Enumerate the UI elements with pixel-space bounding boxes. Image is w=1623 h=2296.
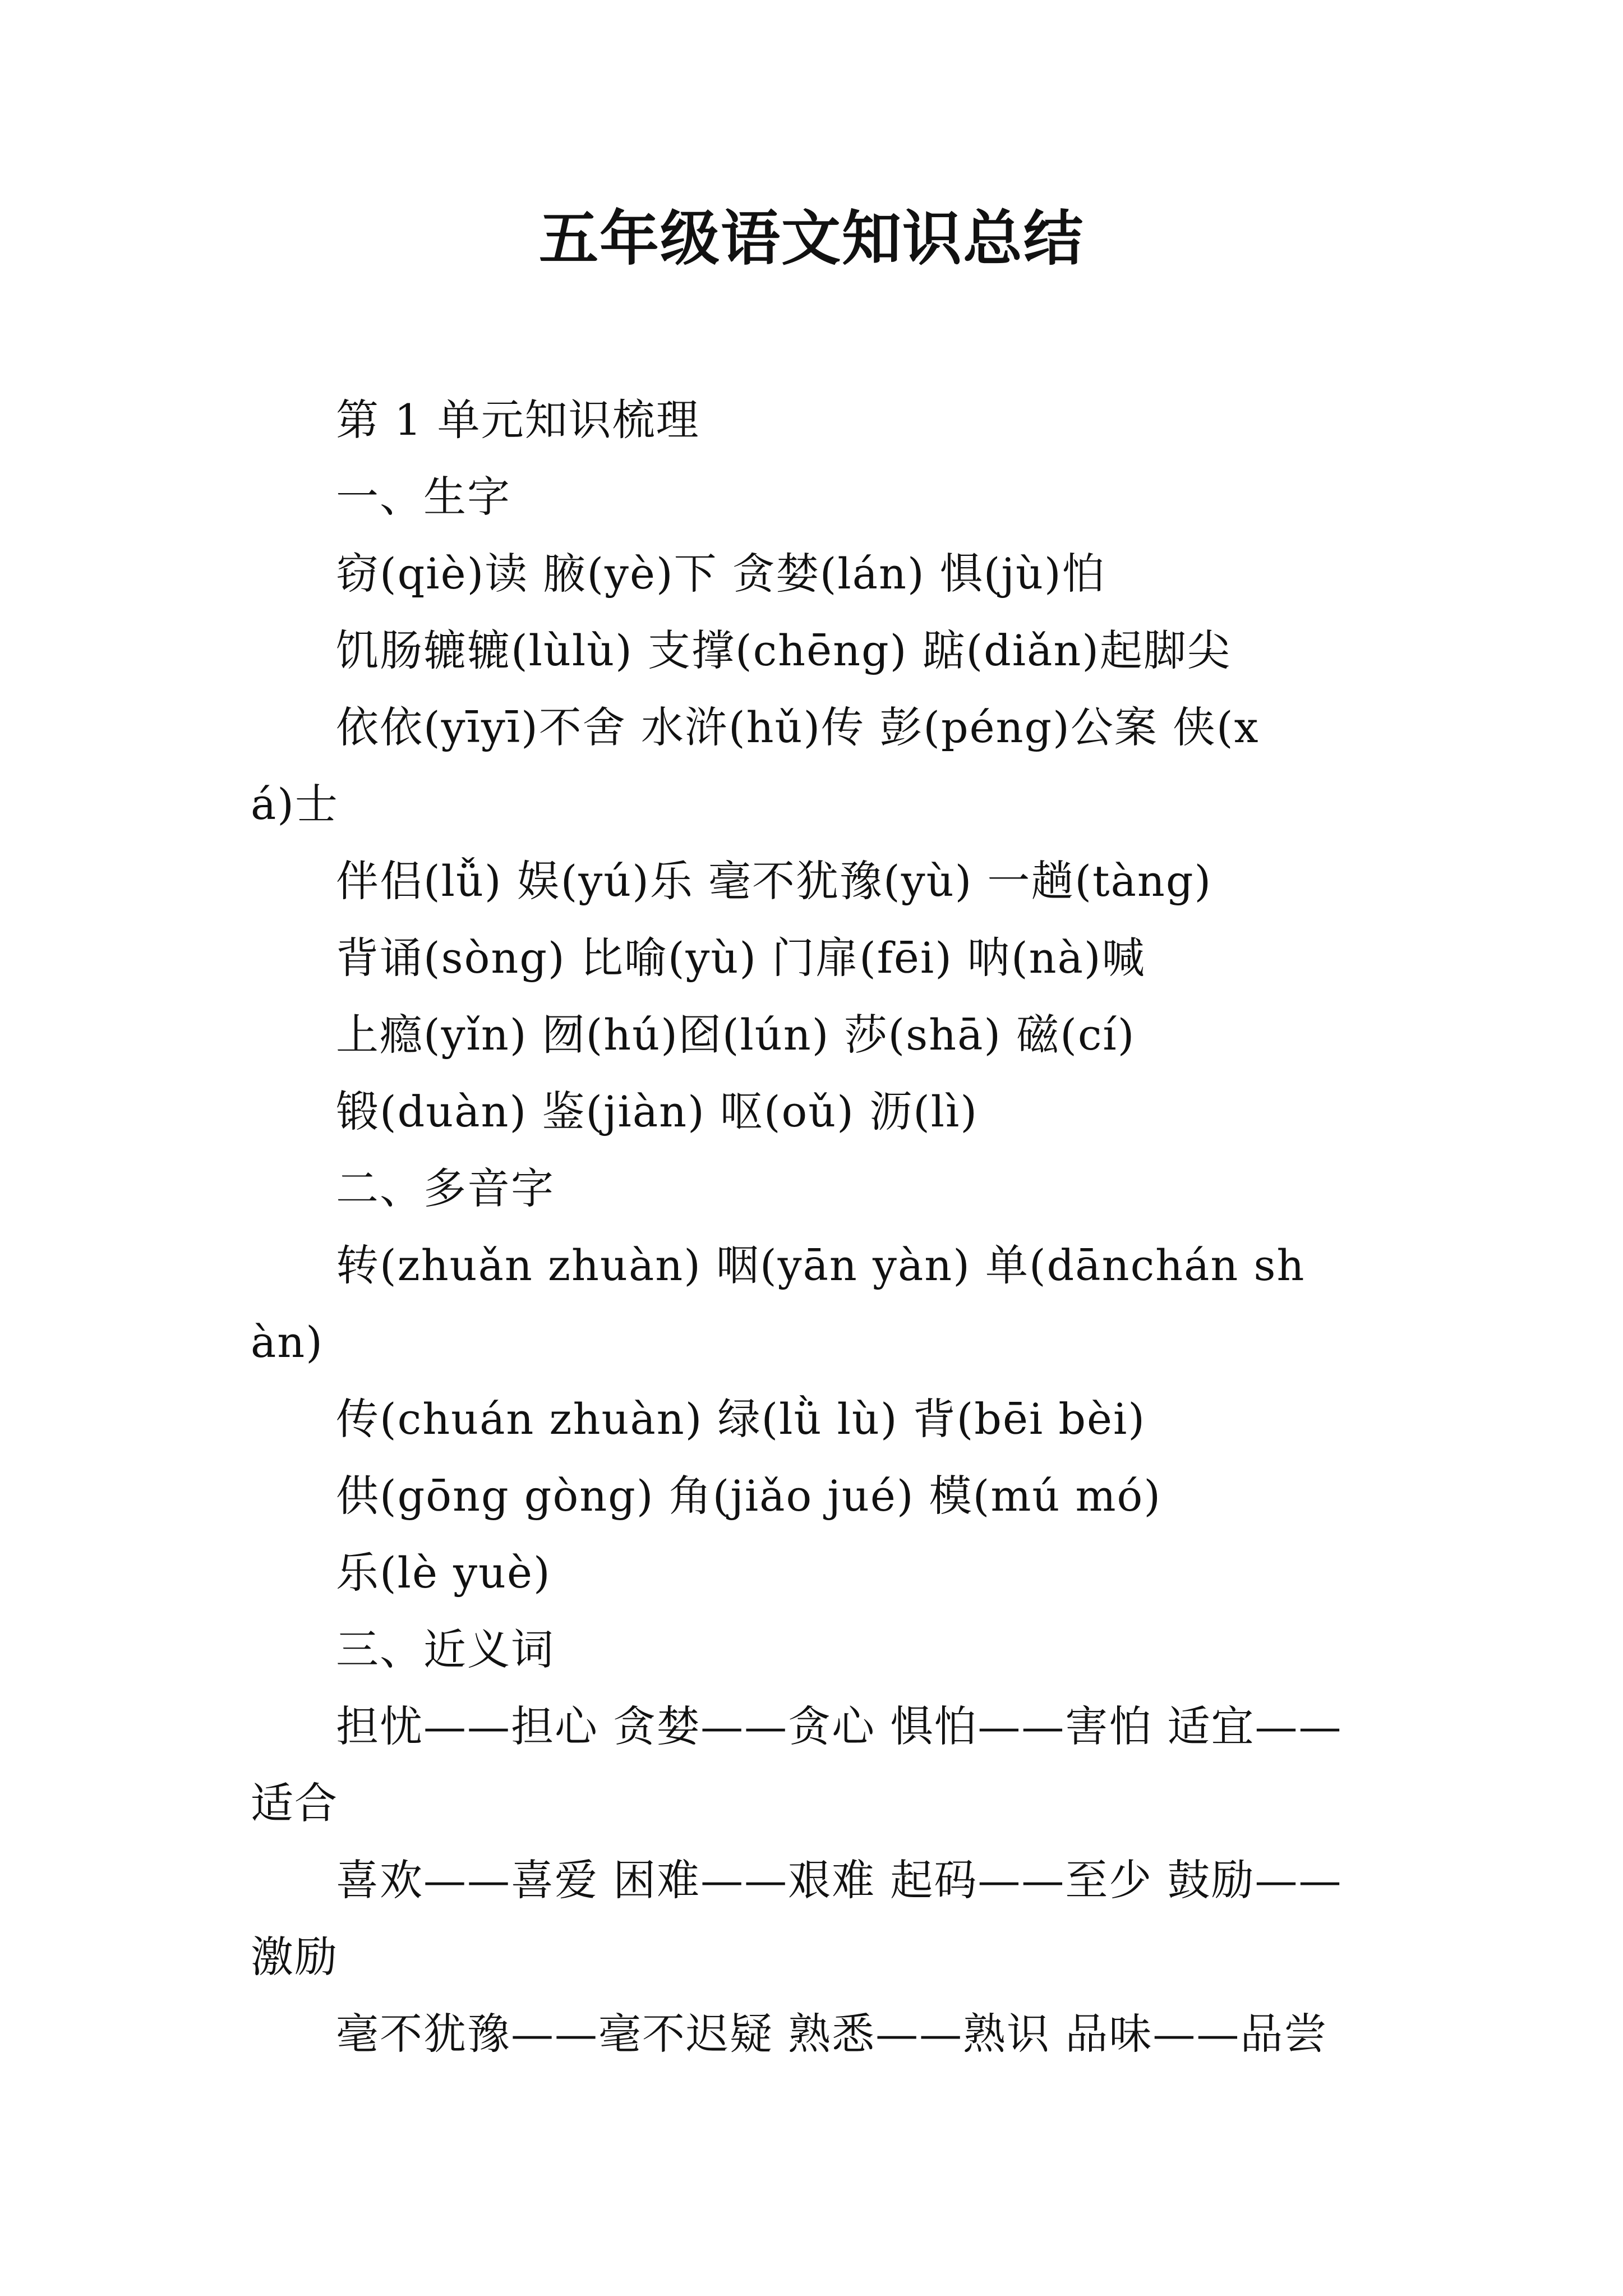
body-line: 激励 — [251, 1932, 338, 1982]
body-line: 第 1 单元知识梳理 — [336, 395, 700, 445]
body-line: 毫不犹豫——毫不迟疑 熟悉——熟识 品味——品尝 — [336, 2009, 1328, 2059]
body-line: 锻(duàn) 鉴(jiàn) 呕(oǔ) 沥(lì) — [336, 1087, 978, 1137]
body-line: 一、生字 — [336, 472, 511, 522]
body-line: 饥肠辘辘(lùlù) 支撑(chēng) 踮(diǎn)起脚尖 — [336, 625, 1232, 675]
body-line: á)士 — [251, 779, 339, 829]
body-line: 窃(qiè)读 腋(yè)下 贪婪(lán) 惧(jù)怕 — [336, 549, 1106, 599]
body-line: 依依(yīyī)不舍 水浒(hǔ)传 彭(péng)公案 侠(x — [336, 702, 1260, 752]
body-line: 二、多音字 — [336, 1163, 555, 1213]
body-line: 上瘾(yǐn) 囫(hú)囵(lún) 莎(shā) 磁(cí) — [336, 1010, 1136, 1060]
body-line: 喜欢——喜爱 困难——艰难 起码——至少 鼓励—— — [336, 1855, 1343, 1905]
body-line: 三、近义词 — [336, 1625, 555, 1674]
document-title: 五年级语文知识总结 — [539, 203, 1084, 273]
body-line: 传(chuán zhuàn) 绿(lǜ lù) 背(bēi bèi) — [336, 1394, 1146, 1444]
body-line: 适合 — [251, 1778, 338, 1828]
body-line: àn) — [251, 1317, 324, 1367]
body-line: 供(gōng gòng) 角(jiǎo jué) 模(mú mó) — [336, 1471, 1161, 1521]
body-line: 担忧——担心 贪婪——贪心 惧怕——害怕 适宜—— — [336, 1701, 1343, 1751]
body-line: 乐(lè yuè) — [336, 1548, 551, 1598]
body-line: 转(zhuǎn zhuàn) 咽(yān yàn) 单(dānchán sh — [336, 1240, 1306, 1290]
body-line: 伴侣(lǚ) 娱(yú)乐 毫不犹豫(yù) 一趟(tàng) — [336, 856, 1212, 906]
body-line: 背诵(sòng) 比喻(yù) 门扉(fēi) 呐(nà)喊 — [336, 933, 1146, 983]
document-body — [251, 381, 1372, 2072]
